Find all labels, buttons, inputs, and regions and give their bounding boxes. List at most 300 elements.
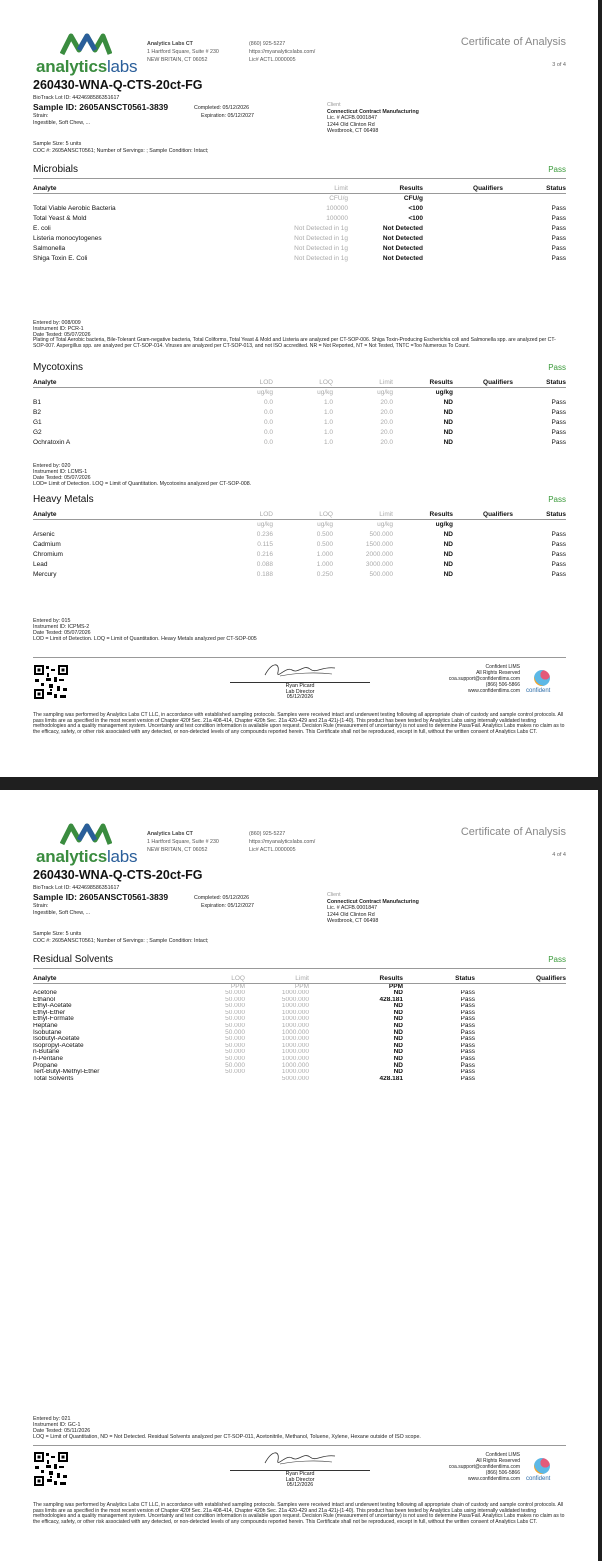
status-value: Pass xyxy=(460,1016,475,1023)
table-row xyxy=(33,1049,566,1056)
client-name: Connecticut Contract Manufacturing xyxy=(327,898,419,905)
logo-text-labs: labs xyxy=(106,847,138,866)
result-value: ND xyxy=(443,550,453,558)
strain-label: Strain: xyxy=(33,903,49,909)
table-row xyxy=(33,397,566,407)
unit-qualifiers xyxy=(453,387,513,397)
mountain-logo-icon xyxy=(60,32,112,56)
status-value: Pass xyxy=(551,428,566,436)
lod-value: 0.0 xyxy=(263,418,273,426)
qualifier-value xyxy=(423,253,503,263)
lims-rights: All Rights Reserved xyxy=(476,670,520,676)
qualifier-value xyxy=(453,529,513,539)
qualifier-value xyxy=(453,417,513,427)
lab-website[interactable]: https://myanalyticslabs.com/ xyxy=(249,839,316,845)
analyte-name: Salmonella xyxy=(33,244,66,252)
qualifier-value xyxy=(423,233,503,243)
result-value: Not Detected xyxy=(382,254,423,262)
strain-label: Strain: xyxy=(33,113,49,119)
limit-value: 1000.000 xyxy=(281,1003,309,1010)
status-value: Pass xyxy=(460,1062,475,1069)
analyte-name: Isopropyl-Acetate xyxy=(33,1042,84,1049)
lab-contact xyxy=(249,830,315,854)
client-name: Connecticut Contract Manufacturing xyxy=(327,108,419,115)
qualifier-value xyxy=(487,1016,566,1023)
result-value: ND xyxy=(443,408,453,416)
table-row xyxy=(33,407,566,417)
table-row xyxy=(33,1076,566,1083)
col-analyte: Analyte xyxy=(33,378,193,387)
col-loq: LOQ xyxy=(193,975,245,983)
table-row xyxy=(33,1016,566,1023)
heavy-metals-title: Heavy Metals xyxy=(33,494,94,505)
expiration-date: Expiration: 05/12/2027 xyxy=(201,903,255,909)
page-separator xyxy=(0,777,602,790)
loq-value: 50.000 xyxy=(225,1062,245,1069)
loq-value: 1.0 xyxy=(323,438,333,446)
limit-value: Not Detected in 1g xyxy=(294,234,348,242)
signature-icon xyxy=(260,1448,340,1470)
result-value: 428.181 xyxy=(379,1075,403,1082)
qualifier-value xyxy=(487,1062,566,1069)
result-value: <100 xyxy=(408,214,423,222)
loq-value: 0.500 xyxy=(316,530,333,538)
table-row xyxy=(33,549,566,559)
result-value: ND xyxy=(393,1062,403,1069)
loq-value: 50.000 xyxy=(225,1069,245,1076)
address-line2: NEW BRITAIN, CT 06052 xyxy=(147,847,208,853)
col-limit: Limit xyxy=(245,975,325,983)
lims-website[interactable]: www.confidentlims.com xyxy=(468,688,520,694)
method-note: LOD= Limit of Detection. LOQ = Limit of Quantitation. Mycotoxins analyzed per CT-SOP-008. xyxy=(33,481,252,487)
col-qualifiers: Qualifiers xyxy=(423,184,503,193)
table-row xyxy=(33,427,566,437)
address-line1: 1 Hartford Square, Suite # 230 xyxy=(147,839,219,845)
col-analyte: Analyte xyxy=(33,975,193,983)
batch-name: 260430-WNA-Q-CTS-20ct-FG xyxy=(33,868,203,882)
microbials-title: Microbials xyxy=(33,164,79,175)
result-value: ND xyxy=(443,530,453,538)
analyte-name: G1 xyxy=(33,418,42,426)
analyte-name: n-Pentane xyxy=(33,1055,63,1062)
confident-logo-icon xyxy=(534,670,550,686)
completed-date: Completed: 05/12/2026 xyxy=(194,105,250,111)
confident-wordmark: confident xyxy=(526,1476,551,1482)
result-value: <100 xyxy=(408,204,423,212)
unit-status xyxy=(503,193,566,203)
col-limit: Limit xyxy=(333,378,393,387)
qualifier-value xyxy=(453,559,513,569)
units-row xyxy=(33,983,566,990)
result-value: ND xyxy=(443,418,453,426)
result-value: ND xyxy=(393,1029,403,1036)
lod-value: 0.188 xyxy=(256,570,273,578)
loq-value: 1.0 xyxy=(323,418,333,426)
lod-value: 0.236 xyxy=(256,530,273,538)
status-value: Pass xyxy=(460,1075,475,1082)
status-value: Pass xyxy=(551,224,566,232)
result-value: Not Detected xyxy=(382,234,423,242)
loq-value: 50.000 xyxy=(225,1016,245,1023)
heavy-metals-status: Pass xyxy=(548,495,566,504)
col-status: Status xyxy=(407,975,487,983)
heavy-metals-table xyxy=(33,510,566,579)
limit-value: 500.000 xyxy=(369,530,393,538)
coc-info: COC #: 2605ANSCT0561; Number of Servings: ; Sample Condition: Intact; xyxy=(33,937,209,944)
result-value: ND xyxy=(443,570,453,578)
result-value: ND xyxy=(393,1003,403,1010)
date-tested: Date Tested: 05/11/2026 xyxy=(33,1428,91,1434)
unit-qualifiers xyxy=(423,193,503,203)
loq-value: 50.000 xyxy=(225,1036,245,1043)
microbials-status: Pass xyxy=(548,165,566,174)
qualifier-value xyxy=(487,1036,566,1043)
mycotoxins-status: Pass xyxy=(548,363,566,372)
result-value: 428.181 xyxy=(379,996,403,1003)
table-row xyxy=(33,1010,566,1017)
limit-value: 500.000 xyxy=(369,570,393,578)
lab-license: Lic# ACTL.0000005 xyxy=(249,57,296,63)
limit-value: 1000.000 xyxy=(281,1049,309,1056)
divider xyxy=(33,968,566,969)
analyte-name: Isobutane xyxy=(33,1029,62,1036)
unit-loq: ug/kg xyxy=(317,388,333,396)
status-value: Pass xyxy=(460,1055,475,1062)
result-value: Not Detected xyxy=(382,244,423,252)
coa-page-3 xyxy=(0,0,602,777)
entered-by: Entered by: 015 xyxy=(33,618,71,624)
status-value: Pass xyxy=(460,1009,475,1016)
instrument-id: Instrument ID: LCMS-1 xyxy=(33,469,88,475)
lod-value: 0.115 xyxy=(257,540,273,548)
table-row xyxy=(33,559,566,569)
col-limit: Limit xyxy=(193,184,348,193)
entered-by: Entered by: 008/009 xyxy=(33,320,81,326)
table-header-row xyxy=(33,378,566,387)
col-results: Results xyxy=(348,184,423,193)
analyte-name: n-Butane xyxy=(33,1049,60,1056)
address-line2: NEW BRITAIN, CT 06052 xyxy=(147,57,208,63)
table-row xyxy=(33,213,566,223)
unit-limit: ug/kg xyxy=(377,388,393,396)
loq-value: 50.000 xyxy=(225,1009,245,1016)
units-row xyxy=(33,387,566,397)
unit-results: CFU/g xyxy=(403,194,423,202)
table-row xyxy=(33,223,566,233)
instrument-id: Instrument ID: GC-1 xyxy=(33,1422,81,1428)
result-value: ND xyxy=(393,1055,403,1062)
method-note: LOD = Limit of Detection. LOQ = Limit of Quantitation. Heavy Metals analyzed per CT-SOP-005 xyxy=(33,636,257,642)
loq-value: 50.000 xyxy=(225,1003,245,1010)
table-row xyxy=(33,1036,566,1043)
col-results: Results xyxy=(393,510,453,519)
client-address2: Westbrook, CT 06498 xyxy=(327,918,379,924)
lod-value: 0.0 xyxy=(263,398,273,406)
limit-value: 5000.000 xyxy=(281,996,309,1003)
col-analyte: Analyte xyxy=(33,510,193,519)
date-tested: Date Tested: 05/07/2026 xyxy=(33,475,91,481)
table-header-row xyxy=(33,184,566,193)
table-row xyxy=(33,539,566,549)
analyte-name: Listeria monocytogenes xyxy=(33,234,102,242)
sample-size-block xyxy=(33,931,208,944)
unit-analyte xyxy=(33,983,193,990)
limit-value: 1000.000 xyxy=(281,1055,309,1062)
loq-value: 1.000 xyxy=(316,550,333,558)
analyte-name: G2 xyxy=(33,428,42,436)
table-row xyxy=(33,990,566,997)
analyte-name: Ethanol xyxy=(33,996,56,1003)
disclaimer: The sampling was performed by Analytics Labs CT LLC, in accordance with established sampling protocols. Samples were received intact and underwent testing following all appropriate chain of custody and sample control protocols. All pass limits are as specified in the most recent version of Chapter 420f Sec. 21a 408-414, Chapter 420h Sec. 21a 420-429 and 21a 421j-(1-40). This product has been tested by Analytics Labs using internally validated testing methodologies and a quality management system. Uncertainty and test condition information is available upon request. Decision Rule (measurement of uncertainty) is not used to determine Pass/Fail. Analytics Labs makes no claim as to the efficacy, safety, or other risk associated with any detected, or non-detected levels of any compounds reported herein. This Certificate shall not be reproduced, except in full, without the written consent of Analytics Labs CT. xyxy=(33,712,565,735)
microbials-method: Plating of Total Aerobic bacteria, Bile-Tolerant Gram-negative bacteria, Total Coliforms, Total Yeast & Mold and Listeria are analyzed per CT-SOP-006. Shiga Toxin-Producing Escherichia coli and Salmonella spp. are analyzed per CT-SOP-007. Aspergillus spp. are analyzed per CT-SOP-014. Viruses are analyzed per CT-SOP-013, and not ISO accredited. NR = Not Reported, NT = Not Tested, TNTC =Too Numerous To Count. xyxy=(33,337,556,349)
qualifier-value xyxy=(487,1029,566,1036)
table-row xyxy=(33,203,566,213)
qualifier-value xyxy=(487,997,566,1004)
confident-wordmark: confident xyxy=(526,688,551,694)
sample-id: Sample ID: 2605ANSCT0561-3839 xyxy=(33,892,169,902)
col-status: Status xyxy=(503,184,566,193)
qualifier-value xyxy=(487,1076,566,1083)
table-row xyxy=(33,233,566,243)
client-address1: 1244 Old Clinton Rd xyxy=(327,911,375,918)
result-value: ND xyxy=(443,438,453,446)
table-row xyxy=(33,243,566,253)
signer-role: Lab Director xyxy=(285,688,315,695)
limit-value: 1000.000 xyxy=(281,1009,309,1016)
loq-value: 1.0 xyxy=(323,408,333,416)
unit-results: ug/kg xyxy=(435,520,453,528)
unit-status xyxy=(513,519,566,529)
unit-limit: CFU/g xyxy=(329,194,348,202)
status-value: Pass xyxy=(551,550,566,558)
biotrack-lot-id: BioTrack Lot ID: 4424698586351617 xyxy=(33,885,120,891)
limit-value: Not Detected in 1g xyxy=(294,254,348,262)
table-row xyxy=(33,1043,566,1050)
lod-value: 0.0 xyxy=(263,408,273,416)
method-note: LOQ = Limit of Quantitation, ND = Not Detected. Residual Solvents analyzed per CT-SOP-011, Acetonitrile, Methanol, Toluene, Xylene, Hexane outside of ISO scope. xyxy=(33,1434,421,1440)
qualifier-value xyxy=(453,569,513,579)
table-row xyxy=(33,1056,566,1063)
signature-icon xyxy=(260,660,340,682)
col-limit: Limit xyxy=(333,510,393,519)
right-edge-bar xyxy=(598,0,602,1561)
result-value: ND xyxy=(393,989,403,996)
limit-value: 1000.000 xyxy=(281,1022,309,1029)
limit-value: 1000.000 xyxy=(281,1036,309,1043)
lims-phone: (866) 506-5866 xyxy=(485,1470,520,1476)
status-value: Pass xyxy=(551,570,566,578)
qualifier-value xyxy=(487,1049,566,1056)
signer-role: Lab Director xyxy=(285,1476,315,1483)
analyte-name: Shiga Toxin E. Coli xyxy=(33,254,88,262)
qualifier-value xyxy=(423,213,503,223)
status-value: Pass xyxy=(460,1036,475,1043)
lims-website[interactable]: www.confidentlims.com xyxy=(468,1476,520,1482)
matrix: Ingestible, Soft Chew, ... xyxy=(33,910,91,916)
status-value: Pass xyxy=(551,254,566,262)
residual-solvents-title: Residual Solvents xyxy=(33,954,114,965)
col-qualifiers: Qualifiers xyxy=(453,378,513,387)
status-value: Pass xyxy=(460,1069,475,1076)
qualifier-value xyxy=(487,1003,566,1010)
status-value: Pass xyxy=(551,438,566,446)
col-analyte: Analyte xyxy=(33,184,193,193)
loq-value: 1.0 xyxy=(323,428,333,436)
table-row xyxy=(33,529,566,539)
strain-info xyxy=(33,113,90,127)
result-value: ND xyxy=(393,1069,403,1076)
limit-value: Not Detected in 1g xyxy=(294,224,348,232)
client-label: Client xyxy=(327,102,341,108)
table-row xyxy=(33,1062,566,1069)
loq-value: 50.000 xyxy=(225,1042,245,1049)
sample-size: Sample Size: 5 units xyxy=(33,141,82,147)
client-address1: 1244 Old Clinton Rd xyxy=(327,121,375,128)
analyte-name: Arsenic xyxy=(33,530,55,538)
table-row xyxy=(33,569,566,579)
analyte-name: Ethyl-Ether xyxy=(33,1009,66,1016)
confident-lims-info xyxy=(420,1452,520,1482)
analyte-name: Lead xyxy=(33,560,48,568)
client-label: Client xyxy=(327,892,341,898)
date-tested: Date Tested: 05/07/2026 xyxy=(33,332,91,338)
lab-website[interactable]: https://myanalyticslabs.com/ xyxy=(249,49,316,55)
lab-phone: (860) 925-5227 xyxy=(249,831,286,837)
entered-by: Entered by: 020 xyxy=(33,463,71,469)
lab-contact xyxy=(249,40,315,64)
result-value: ND xyxy=(393,1049,403,1056)
signature-text xyxy=(230,684,370,701)
table-row xyxy=(33,997,566,1004)
analyte-name: Ethyl-Acetate xyxy=(33,1003,72,1010)
instrument-id: Instrument ID: ICPMS-2 xyxy=(33,624,90,630)
logo-text-labs: labs xyxy=(106,57,138,76)
entered-by: Entered by: 021 xyxy=(33,1416,71,1422)
qualifier-value xyxy=(453,397,513,407)
limit-value: 1000.000 xyxy=(281,1016,309,1023)
matrix: Ingestible, Soft Chew, ... xyxy=(33,120,91,126)
loq-value: 0.250 xyxy=(316,570,333,578)
qualifier-value xyxy=(423,223,503,233)
confident-logo xyxy=(526,670,566,698)
status-value: Pass xyxy=(551,540,566,548)
mountain-logo-icon xyxy=(60,822,112,846)
mycotoxins-notes xyxy=(33,463,251,487)
qr-code-icon[interactable] xyxy=(33,1451,69,1487)
table-header-row xyxy=(33,975,566,983)
sample-dates xyxy=(194,894,254,910)
coa-page-4 xyxy=(0,790,602,1561)
lab-address xyxy=(147,830,219,854)
table-row xyxy=(33,253,566,263)
signature-block xyxy=(230,1448,370,1488)
sign-date: 05/12/2026 xyxy=(286,1482,314,1488)
limit-value: 100000 xyxy=(326,214,348,222)
client-block xyxy=(327,892,419,925)
coc-info: COC #: 2605ANSCT0561; Number of Servings: ; Sample Condition: Intact; xyxy=(33,147,209,154)
lab-license: Lic# ACTL.0000005 xyxy=(249,847,296,853)
analyte-name: Ochratoxin A xyxy=(33,438,71,446)
limit-value: 2000.000 xyxy=(365,550,393,558)
status-value: Pass xyxy=(551,398,566,406)
unit-qualifiers xyxy=(487,983,566,990)
residual-solvents-table xyxy=(33,975,566,1082)
disclaimer: The sampling was performed by Analytics Labs CT LLC, in accordance with established sampling protocols. Samples were received intact and underwent testing following all appropriate chain of custody and sample control protocols. All pass limits are as specified in the most recent version of Chapter 420f Sec. 21a 408-414, Chapter 420h Sec. 21a 420-429 and 21a 421j-(1-40). This product has been tested by Analytics Labs using internally validated testing methodologies and a quality management system. Uncertainty and test condition information is available upon request. Decision Rule (measurement of uncertainty) is not used to determine Pass/Fail. Analytics Labs makes no claim as to the efficacy, safety, or other risk associated with any detected, or non-detected levels of any compounds reported herein. This Certificate shall not be reproduced, except in full, without the written consent of Analytics Labs CT. xyxy=(33,1502,565,1525)
analyte-name: B1 xyxy=(33,398,41,406)
status-value: Pass xyxy=(460,1049,475,1056)
qualifier-value xyxy=(453,437,513,447)
analyte-name: Cadmium xyxy=(33,540,61,548)
status-value: Pass xyxy=(551,560,566,568)
status-value: Pass xyxy=(460,1003,475,1010)
lims-email[interactable]: coa.support@confidentlims.com xyxy=(448,1464,520,1470)
status-value: Pass xyxy=(460,1022,475,1029)
mycotoxins-table xyxy=(33,378,566,447)
analyte-name: E. coli xyxy=(33,224,51,232)
loq-value: 50.000 xyxy=(225,989,245,996)
qualifier-value xyxy=(423,243,503,253)
result-value: ND xyxy=(443,428,453,436)
qualifier-value xyxy=(487,1043,566,1050)
signature-block xyxy=(230,660,370,700)
result-value: ND xyxy=(393,1009,403,1016)
table-row xyxy=(33,437,566,447)
limit-value: 5000.000 xyxy=(281,1075,309,1082)
result-value: ND xyxy=(393,1036,403,1043)
loq-value: 50.000 xyxy=(225,1055,245,1062)
divider xyxy=(33,657,566,658)
result-value: ND xyxy=(443,540,453,548)
limit-value: 1000.000 xyxy=(281,1029,309,1036)
expiration-date: Expiration: 05/12/2027 xyxy=(201,113,255,119)
status-value: Pass xyxy=(551,418,566,426)
microbials-notes xyxy=(33,320,91,338)
unit-status xyxy=(407,983,487,990)
col-loq: LOQ xyxy=(273,510,333,519)
confident-lims-info xyxy=(420,664,520,694)
limit-value: 20.0 xyxy=(380,408,393,416)
qualifier-value xyxy=(423,203,503,213)
lims-email[interactable]: coa.support@confidentlims.com xyxy=(448,676,520,682)
limit-value: 20.0 xyxy=(380,398,393,406)
units-row xyxy=(33,519,566,529)
col-results: Results xyxy=(325,975,407,983)
client-license: Lic. # ACFB.0001847 xyxy=(327,905,378,911)
status-value: Pass xyxy=(460,996,475,1003)
limit-value: 1000.000 xyxy=(281,1042,309,1049)
instrument-id: Instrument ID: PCR-1 xyxy=(33,326,84,332)
lab-phone: (860) 925-5227 xyxy=(249,41,286,47)
status-value: Pass xyxy=(551,244,566,252)
page-number: 4 of 4 xyxy=(552,852,566,858)
qualifier-value xyxy=(487,1023,566,1030)
table-row xyxy=(33,1023,566,1030)
unit-lod: ug/kg xyxy=(257,388,273,396)
qualifier-value xyxy=(487,1069,566,1076)
limit-value: 1000.000 xyxy=(281,1062,309,1069)
date-tested: Date Tested: 05/07/2026 xyxy=(33,630,91,636)
signature-text xyxy=(230,1472,370,1489)
col-qualifiers: Qualifiers xyxy=(453,510,513,519)
logo-text-analytics: analytics xyxy=(36,57,107,76)
qr-code-icon[interactable] xyxy=(33,664,69,700)
analyte-name: Isobutyl-Acetate xyxy=(33,1036,80,1043)
status-value: Pass xyxy=(460,989,475,996)
limit-value: 100000 xyxy=(326,204,348,212)
lod-value: 0.216 xyxy=(256,550,273,558)
loq-value: 0.500 xyxy=(316,540,333,548)
units-row xyxy=(33,193,566,203)
